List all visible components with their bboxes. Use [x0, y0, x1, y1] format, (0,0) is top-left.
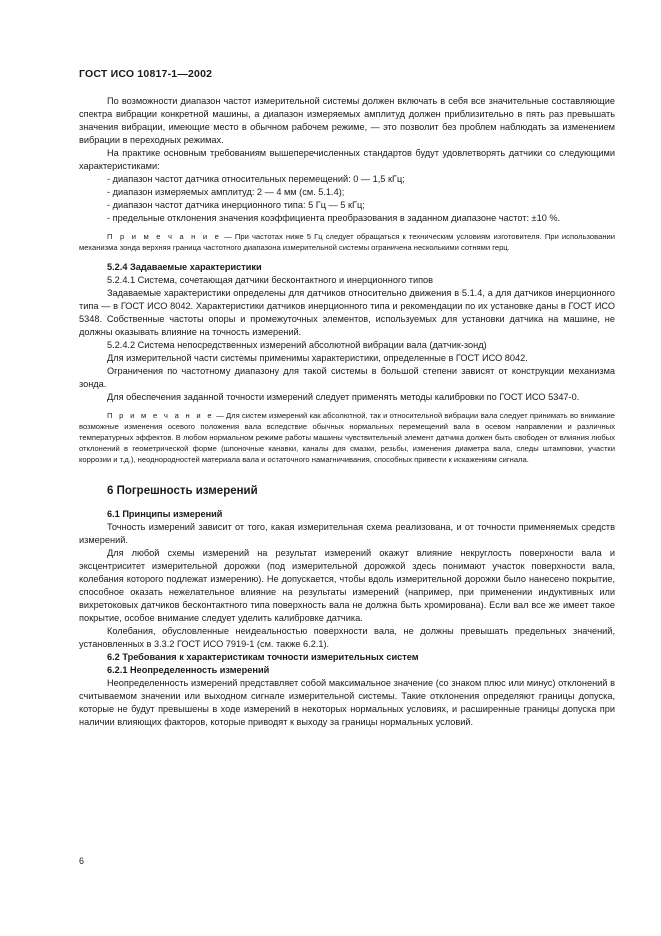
paragraph: Для обеспечения заданной точности измерений следует применять методы калибровки по ГОСТ ИСО 5347-0.: [107, 392, 580, 402]
document-body: [79, 95, 615, 729]
subsection-heading: 6.2.1 Неопределенность измерений: [107, 665, 270, 675]
note-label: П р и м е ч а н и е: [107, 232, 222, 241]
paragraph: Неопределенность измерений представляет собой максимальное значение (со знаком плюс или минус) отклонений в считываемом значении или выходном сигнале измерительной системы. Такие отклонения определяют границы допуска, которые не будут превышены в ходе измерений в некоторых нормальных условиях, и расширенные границы допуска при наличии влияющих факторов, которые приводят к выходу за границы нормальных условий.: [79, 678, 615, 727]
note: [79, 231, 615, 253]
paragraph: Ограничения по частотному диапазону для такой системы в большой степени зависят от конструкции механизма зонда.: [79, 366, 615, 389]
list-item: - диапазон частот датчика инерционного типа: 5 Гц — 5 кГц;: [107, 200, 365, 210]
note-label: П р и м е ч а н и е: [107, 411, 214, 420]
paragraph: На практике основным требованиям вышеперечисленных стандартов будут удовлетворять датчики со следующими характеристиками:: [79, 148, 615, 171]
paragraph: Для измерительной части системы применимы характеристики, определенные в ГОСТ ИСО 8042.: [107, 353, 528, 363]
list-item: - диапазон измеряемых амплитуд: 2 — 4 мм (см. 5.1.4);: [107, 187, 345, 197]
subsection-heading: 5.2.4.1 Система, сочетающая датчики бесконтактного и инерционного типов: [107, 275, 434, 285]
page-number: 6: [79, 856, 85, 866]
note: [79, 410, 615, 465]
paragraph: Точность измерений зависит от того, какая измерительная схема реализована, и от точности применяемых средств измерений.: [79, 522, 615, 545]
list-item: - предельные отклонения значения коэффициента преобразования в заданном диапазоне частот: ±10 %.: [107, 213, 561, 223]
paragraph: Для любой схемы измерений на результат измерений окажут влияние некруглость поверхности вала и эксцентриситет измерительной дорожки (под измерительной дорожкой здесь понимают участок поверхности вала, колебания которого подлежат измерению). Не допускается, чтобы вдоль измерительной дорожки было нанесено покрытие, способное оказать нежелательное влияние на результаты измерений (например, при применении индуктивных или вихретоковых датчиков бесконтактного типа поверхность вала не должна быть хромирована). Если вал все же имеет такое покрытие, особое внимание следует уделить калибровке датчика.: [79, 548, 615, 623]
paragraph: По возможности диапазон частот измерительной системы должен включать в себя все значительные составляющие спектра вибрации конкретной машины, а диапазон измеряемых амплитуд должен приблизительно в пять раз превышать значения вибрации, имеющие место в обычном рабочем режиме, — это позволит без проблем наблюдать за изменением вибрации в переходных режимах.: [79, 96, 615, 145]
paragraph: Задаваемые характеристики определены для датчиков относительно движения в 5.1.4, а для датчиков инерционного типа — в ГОСТ ИСО 8042. Характеристики датчиков инерционного типа и рекомендации по их установке даны в ГОСТ ИСО 5348. Собственные частоты опоры и промежуточных элементов, используемых для установки датчика на машине, не должны оказывать влияние на точность измерений.: [79, 288, 615, 337]
chapter-heading: 6 Погрешность измерений: [107, 485, 258, 497]
section-heading: 6.1 Принципы измерений: [107, 509, 223, 519]
list-item: - диапазон частот датчика относительных перемещений: 0 — 1,5 кГц;: [107, 174, 405, 184]
section-heading: 5.2.4 Задаваемые характеристики: [107, 262, 262, 272]
note-text: — Для систем измерений как абсолютной, так и относительной вибрации вала следует принимать во внимание возможные изменения осевого положения вала вследствие обычных нормальных перемещений вала в осевом направлении и различных температурных эффектов. В любом нормальном режиме работы машины чувствительный элемент датчика должен быть свободен от влияния любых отклонений в геометрической форме (шпоночные канавки, каналы для смазки, резьбы, изменения диаметра вала, следы штамповки, участки коррозии и т.д.), неоднородностей материала вала и остаточного намагничивания, способных привести к искажениям сигнала.: [79, 411, 615, 464]
section-heading: 6.2 Требования к характеристикам точности измерительных систем: [107, 652, 419, 662]
subsection-heading: 5.2.4.2 Система непосредственных измерений абсолютной вибрации вала (датчик-зонд): [107, 340, 487, 350]
paragraph: Колебания, обусловленные неидеальностью поверхности вала, не должны превышать предельных значений, установленных в 3.3.2 ГОСТ ИСО 7919-1 (см. также 6.2.1).: [79, 626, 615, 649]
note-text: — При частотах ниже 5 Гц следует обращаться к техническим условиям изготовителя. При использовании механизма зонда верхняя граница частотного диапазона измерительной системы ограничена несколькими сотнями герц.: [79, 232, 615, 252]
page-header: ГОСТ ИСО 10817-1—2002: [79, 68, 213, 80]
